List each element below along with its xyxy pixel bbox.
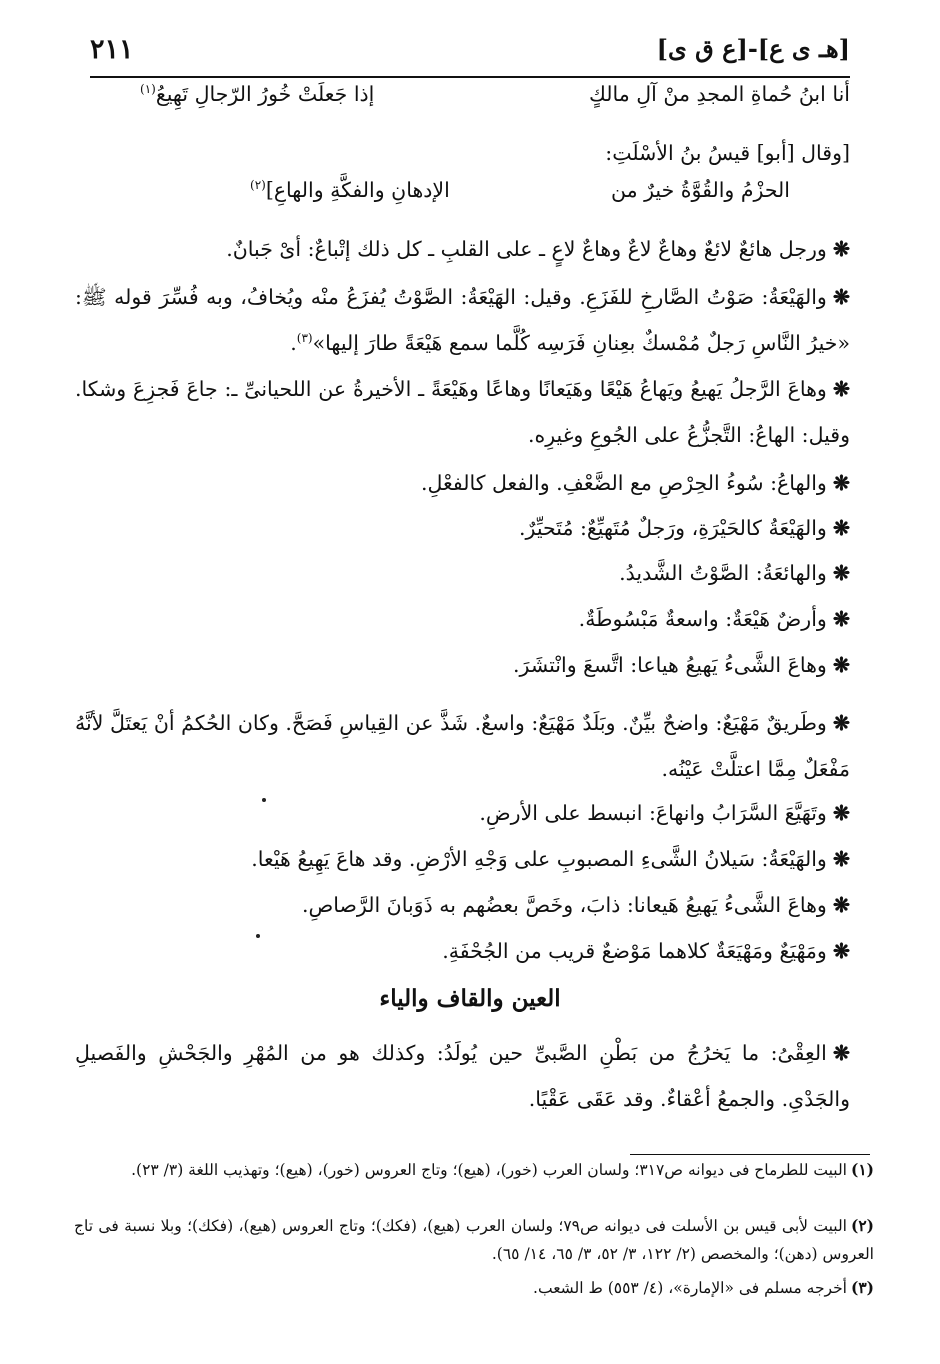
footnote-number: (٣) <box>850 1278 874 1297</box>
entry-text: وهاعَ الشَّىءُ يَهيعُ هَيعانا: ذابَ، وخَصَّ بعضُهم به ذَوَبانَ الرَّصاصِ. <box>301 893 827 917</box>
entry-marker: ❋ <box>832 653 850 677</box>
footnote-rule <box>630 1154 870 1155</box>
entry-marker: ❋ <box>832 516 850 540</box>
footnote-ref-3: (٣) <box>296 331 313 346</box>
verse-1-second-text: إذا جَعلَتْ خُورُ الرّجالِ تَهِيعُ <box>155 82 375 106</box>
scan-speck <box>256 934 260 938</box>
entry-marker: ❋ <box>832 801 850 825</box>
verse-line-2 <box>250 178 790 224</box>
entry-marker: ❋ <box>832 471 850 495</box>
verse-line-1 <box>140 82 850 128</box>
page-header <box>90 28 850 78</box>
entry-marker: ❋ <box>832 561 850 585</box>
entry-text: وطَريقٌ مَهْيَعٌ: واضحٌ بيِّنٌ. وبَلَدٌ مَهْيَعٌ: واسعٌ. شَذَّ عن القِياسِ فَصَحَّ. وكان الحُكمُ أنْ يَعتَلَّ لأنَّهُ مَفْعَلٌ مِمَّا اعتلَّتْ عَيْنُه. <box>75 711 850 781</box>
entry-hayah <box>75 274 850 366</box>
entry-dhab <box>75 882 850 928</box>
verse-2-first-hemistich: الحزْمُ والقُوَّةُ خيرٌ من <box>610 178 790 202</box>
entry-haa-rajul <box>75 366 850 458</box>
verse-1-first-hemistich: أنا ابنُ حُماةِ المجدِ منْ آلِ مالكٍ <box>589 82 850 106</box>
footnote-3 <box>74 1274 874 1302</box>
entry-marker: ❋ <box>832 847 850 871</box>
footnote-text: البيت للطرماح فى ديوانه ص٣١٧؛ ولسان العرب (خور)، (هيع)؛ وتاج العروس (خور)، (هيع)؛ وتهذيب اللغة (٣/ ٢٣). <box>131 1161 847 1179</box>
entry-marker: ❋ <box>832 711 850 735</box>
section-heading: العين والقاف والياء <box>379 985 561 1012</box>
entry-tahayya <box>75 790 850 836</box>
entry-text: والهَيْعَةُ كالحَيْرَةِ، ورَجلٌ مُتَهيِّعٌ: مُتَحيِّرٌ. <box>519 516 827 540</box>
entry-text: وهاعَ الشَّىءُ يَهيعُ هياعا: اتَّسعَ وانْتشَرَ. <box>513 653 827 677</box>
header-rule <box>90 76 850 78</box>
entry-haa-shai <box>75 642 850 688</box>
entry-text: ورجل هائعٌ لائعٌ وهاعٌ لاعٌ وهاعٌ لاعٍ ـ على القلبِ ـ كل ذلك إتْباعٌ: أىْ جَبانٌ. <box>226 237 827 261</box>
entry-text: والهَيْعَةُ: سَيلانُ الشَّىءِ المصبوبِ على وَجْهِ الأرْضِ. وقد هاعَ يَهِيعُ هَيْعا. <box>251 847 827 871</box>
entry-aqy <box>75 1030 850 1122</box>
footnote-1 <box>74 1156 874 1184</box>
entry-text: وأرضٌ هَيْعَةٌ: واسعةٌ مَبْسُوطَةٌ. <box>578 607 827 631</box>
entry-marker: ❋ <box>832 607 850 631</box>
verse-1-second-hemistich <box>140 82 374 106</box>
footnote-number: (٢) <box>850 1216 874 1235</box>
scan-speck <box>262 798 266 802</box>
entry-text: والهَيْعَةُ: صَوْتُ الصَّارخِ للفَزَعِ. وقيل: الهَيْعَةُ: الصَّوْتُ يُفزَعُ منْه ويُخافُ، وبه فُسِّرَ قوله ﷺ: «خيرُ النَّاسِ رَجلٌ مُمْسكٌ بعِنانِ فَرَسِه كُلَّما سمع هَيْعَةً طارَ إليها» <box>75 285 850 355</box>
entry-text: وتَهَيَّعَ السَّرَابُ وانهاعَ: انبسط على الأرضِ. <box>479 801 827 825</box>
entry-marker: ❋ <box>832 237 850 261</box>
entry-marker: ❋ <box>832 285 850 309</box>
entry-marker: ❋ <box>832 1041 850 1065</box>
running-head: [هـ ى ع]-[ع ق ى] <box>656 34 850 63</box>
entry-sayalan <box>75 836 850 882</box>
footnote-text: أخرجه مسلم فى «الإمارة»، (٤/ ٥٥٣) ط الشعب. <box>533 1279 847 1297</box>
entry-ard-hayah <box>75 596 850 642</box>
verse-2-second-text: الإدهانِ والفكَّةِ والهاعِ] <box>265 178 450 202</box>
entry-text-end: . <box>290 331 297 355</box>
footnote-ref-1: (١) <box>140 82 156 97</box>
entry-haiah <box>75 550 850 596</box>
entry-mahya <box>75 700 850 792</box>
footnote-ref-2: (٢) <box>250 178 266 193</box>
footnote-text: البيت لأبى قيس بن الأسلت فى ديوانه ص٧٩؛ ولسان العرب (هيع)، (فكك)؛ وتاج العروس (هيع)، (فكك)؛ وبلا نسبة فى تاج العروس (دهن)؛ والمخصص (٢/ ١٢٢، ٣/ ٥٢، ٣/ ٦٥، ١٤/ ٦٥). <box>74 1217 874 1263</box>
entry-text: والهاعُ: سُوءُ الحِرْصِ مع الضَّعْفِ. والفعل كالفعْلِ. <box>420 471 827 495</box>
entry-hai <box>75 226 850 272</box>
entry-mahya-place <box>75 928 850 974</box>
entry-marker: ❋ <box>832 939 850 963</box>
entry-text: ومَهْيَعٌ ومَهْيَعَةٌ كلاهما مَوْضعٌ قريب من الجُحْفَةِ. <box>442 939 827 963</box>
entry-text: وهاعَ الرَّجلُ يَهيعُ ويَهاعُ هَيْعًا وهَيَعانًا وهاعًا وهَيْعَةً ـ الأخيرةُ عن اللحيانىِّ ـ: جاعَ فَجزِعَ وشكا. وقيل: الهاعُ: التَّجزُّعُ على الجُوعِ وغيرِه. <box>75 377 850 447</box>
entry-hayrah <box>75 505 850 551</box>
page-number: ٢١١ <box>90 34 134 65</box>
entry-alhaa <box>75 460 850 506</box>
verse-2-second-hemistich <box>250 178 450 202</box>
entry-text: والهائعَةُ: الصَّوْتُ الشَّديدُ. <box>619 561 827 585</box>
footnote-2 <box>74 1212 874 1268</box>
entry-marker: ❋ <box>832 377 850 401</box>
entry-text: العِقْىُ: ما يَخرُجُ من بَطْنِ الصَّبىِّ حين يُولَدُ: وكذلك هو من المُهْرِ والجَحْشِ والفَصيلِ والجَدْىِ. والجمعُ أعْقاءٌ. وقد عَقَى عَقْيًا. <box>75 1041 850 1111</box>
footnote-number: (١) <box>850 1160 874 1179</box>
entry-marker: ❋ <box>832 893 850 917</box>
attribution-line: [وقال [أبو] قيسُ بنُ الأسْلَتِ: <box>605 141 850 165</box>
